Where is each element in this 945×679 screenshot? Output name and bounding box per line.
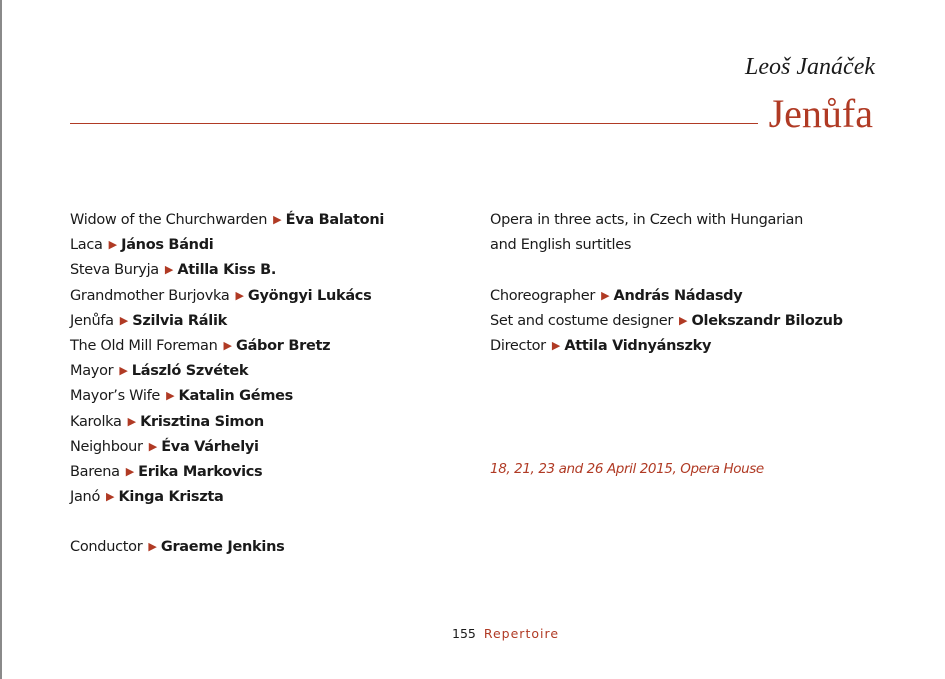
role-label: Janó [70, 489, 101, 506]
triangle-right-icon: ▶ [223, 339, 232, 352]
performer-name: Éva Balatoni [285, 212, 385, 228]
role-label: Steva Buryja [70, 262, 159, 279]
page-number: 155 [452, 626, 476, 641]
creative-name: András Nádasdy [613, 287, 743, 304]
performer-name: Éva Várhelyi [161, 438, 259, 455]
production-info [490, 207, 843, 358]
role-label: Grandmother Burjovka [70, 287, 230, 304]
cast-row [70, 308, 384, 333]
creative-row [490, 333, 843, 358]
role-label: Choreographer [490, 287, 596, 304]
performer-name: Kinga Kriszta [118, 489, 224, 506]
performer-name: Gábor Bretz [235, 337, 331, 354]
triangle-right-icon: ▶ [119, 365, 128, 378]
triangle-right-icon: ▶ [166, 390, 175, 403]
creative-row [490, 308, 843, 333]
performer-name: László Szvétek [131, 363, 249, 380]
cast-row [70, 358, 384, 383]
opera-title: Jenůfa [768, 91, 873, 136]
cast-row [70, 434, 384, 459]
role-label: Karolka [70, 413, 122, 430]
performer-name: Gyöngyi Lukács [247, 287, 372, 304]
performer-name: Katalin Gémes [178, 388, 293, 405]
role-label: Barena [70, 463, 120, 480]
triangle-right-icon: ▶ [551, 339, 561, 352]
triangle-right-icon: ▶ [119, 314, 129, 327]
triangle-right-icon: ▶ [273, 214, 282, 226]
page-footer [452, 626, 559, 641]
cast-row [70, 283, 384, 308]
spacer [490, 257, 843, 282]
cast-row [70, 484, 384, 509]
cast-list [70, 207, 384, 560]
role-label: Jenůfa [70, 312, 114, 329]
role-label: Mayor [70, 363, 114, 380]
composer-name: Leoš Janáček [745, 54, 875, 80]
performance-dates: 18, 21, 23 and 26 April 2015, Opera House [490, 461, 764, 477]
triangle-right-icon: ▶ [125, 465, 135, 478]
cast-row [70, 232, 384, 257]
performer-name: Krisztina Simon [140, 413, 264, 430]
title-rule [70, 123, 758, 124]
performer-name: Atilla Kiss B. [177, 262, 277, 279]
description-text: and English surtitles [490, 237, 632, 254]
triangle-right-icon: ▶ [164, 264, 174, 277]
triangle-right-icon: ▶ [108, 239, 118, 252]
cast-row [70, 459, 384, 484]
role-label: Director [490, 337, 546, 354]
role-label: Set and costume designer [490, 312, 674, 329]
role-label: Laca [70, 237, 103, 254]
performer-name: Erika Markovics [138, 463, 263, 480]
section-name: Repertoire [483, 626, 560, 641]
role-label: Conductor [70, 539, 143, 556]
triangle-right-icon: ▶ [601, 289, 610, 302]
cast-row [70, 257, 384, 282]
role-label: Widow of the Churchwarden [70, 212, 268, 228]
triangle-right-icon: ▶ [127, 415, 137, 428]
creative-name: Olekszandr Bilozub [691, 312, 843, 329]
description-line [490, 232, 843, 257]
triangle-right-icon: ▶ [148, 541, 157, 554]
cast-row [70, 207, 384, 232]
triangle-right-icon: ▶ [148, 440, 158, 453]
description-text: Opera in three acts, in Czech with Hungarian [490, 212, 803, 228]
role-label: Mayor’s Wife [70, 388, 161, 405]
role-label: Neighbour [70, 438, 143, 455]
performer-name: Szilvia Rálik [132, 312, 227, 329]
creative-row [490, 283, 843, 308]
triangle-right-icon: ▶ [106, 491, 115, 504]
performer-name: János Bándi [121, 237, 214, 254]
page-edge [0, 0, 2, 679]
cast-row [70, 333, 384, 358]
description-line [490, 207, 843, 232]
creative-name: Attila Vidnyánszky [564, 337, 712, 354]
cast-row [70, 383, 384, 408]
conductor-row [70, 534, 384, 559]
triangle-right-icon: ▶ [235, 289, 244, 302]
conductor-name: Graeme Jenkins [160, 539, 285, 556]
role-label: The Old Mill Foreman [70, 337, 218, 354]
spacer [70, 509, 384, 534]
triangle-right-icon: ▶ [679, 314, 688, 327]
cast-row [70, 409, 384, 434]
